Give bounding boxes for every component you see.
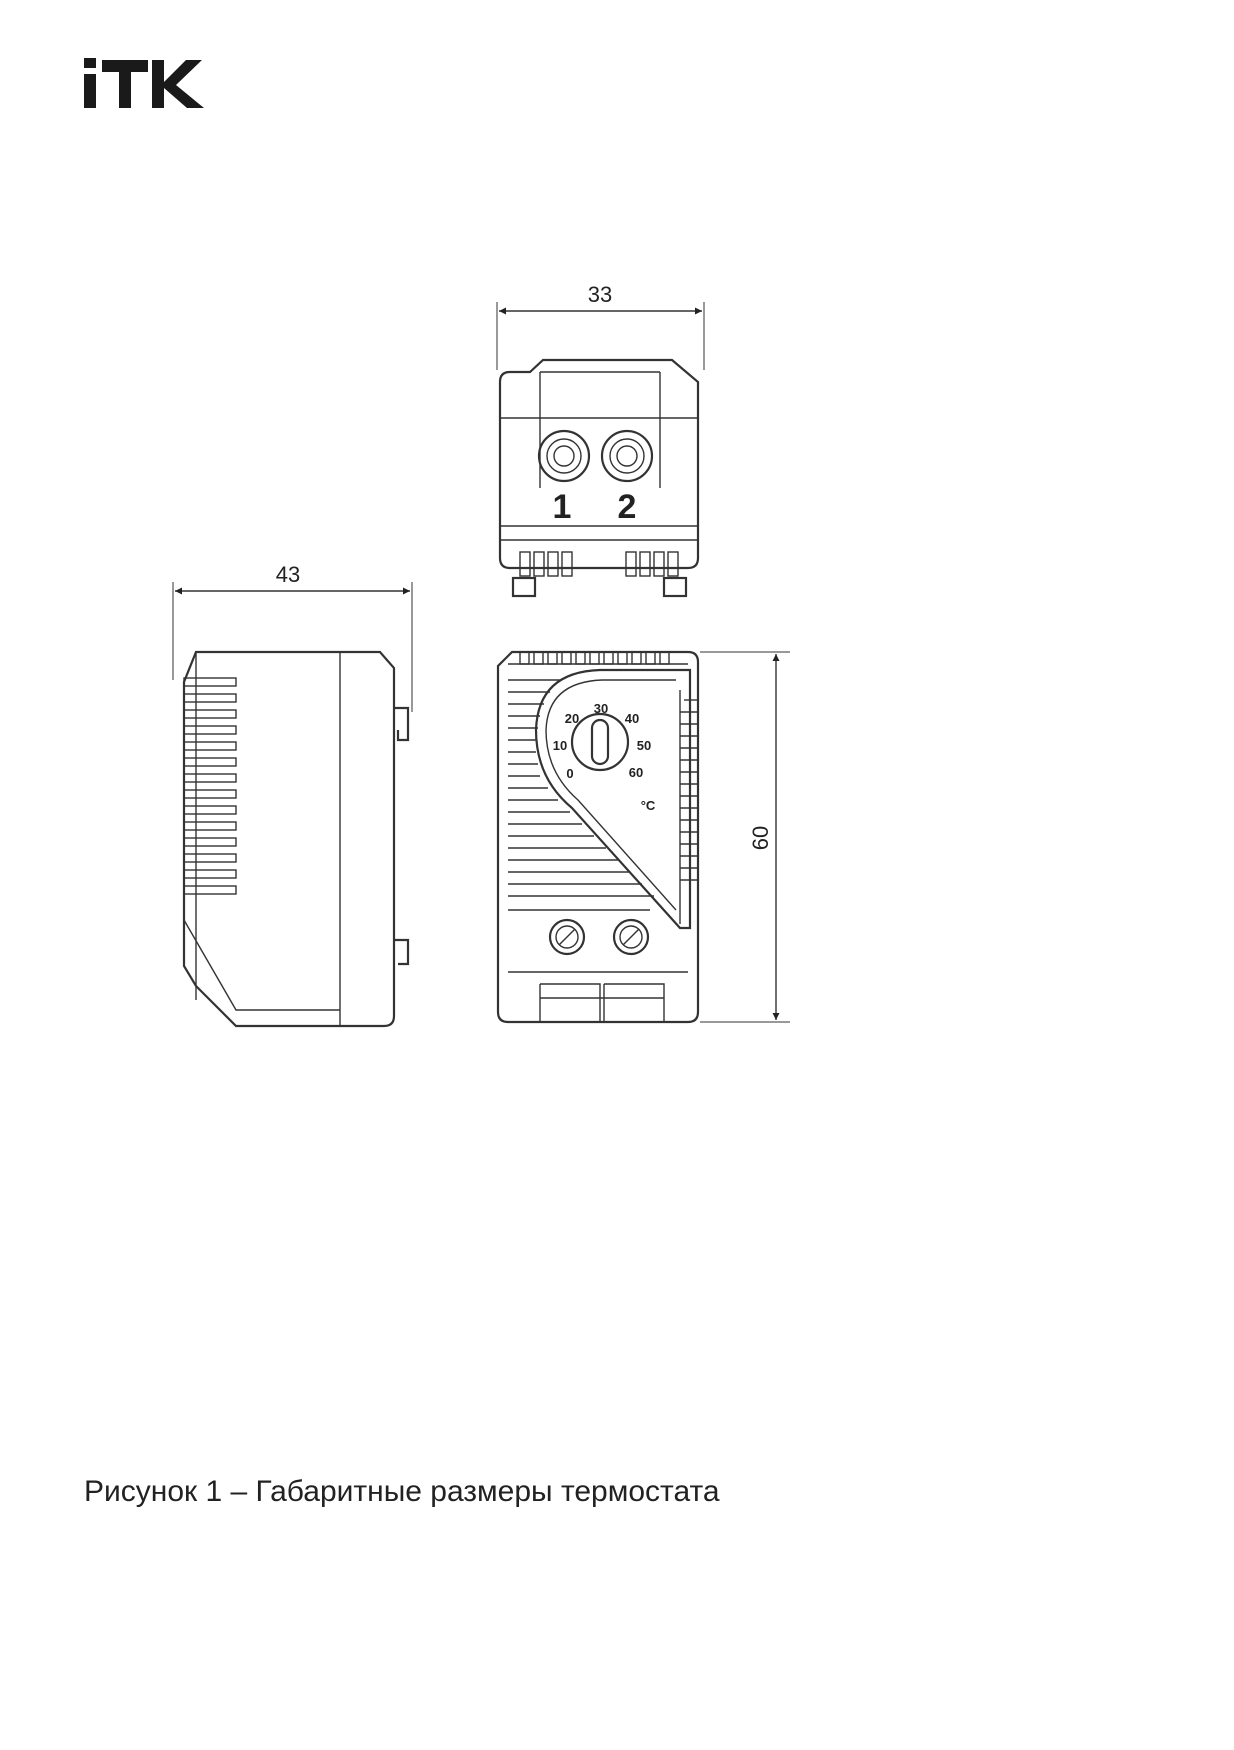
scale-label-20: 20 (564, 711, 580, 726)
terminal-label-2: 2 (617, 488, 637, 526)
scale-label-0: 0 (566, 766, 574, 781)
terminal-label-1: 1 (552, 488, 572, 526)
side-view (173, 562, 412, 1026)
scale-label-30: 30 (593, 701, 609, 716)
dimension-width: 33 (587, 282, 613, 307)
dimension-depth: 43 (275, 562, 301, 587)
front-view (498, 652, 790, 1022)
dimension-height: 60 (748, 825, 773, 851)
scale-label-40: 40 (624, 711, 640, 726)
top-view (497, 282, 704, 596)
figure-caption: Рисунок 1 – Габаритные размеры термостата (84, 1475, 720, 1508)
scale-label-50: 50 (636, 738, 652, 753)
scale-label-60: 60 (628, 765, 644, 780)
scale-unit: °C (640, 798, 656, 813)
scale-label-10: 10 (552, 738, 568, 753)
